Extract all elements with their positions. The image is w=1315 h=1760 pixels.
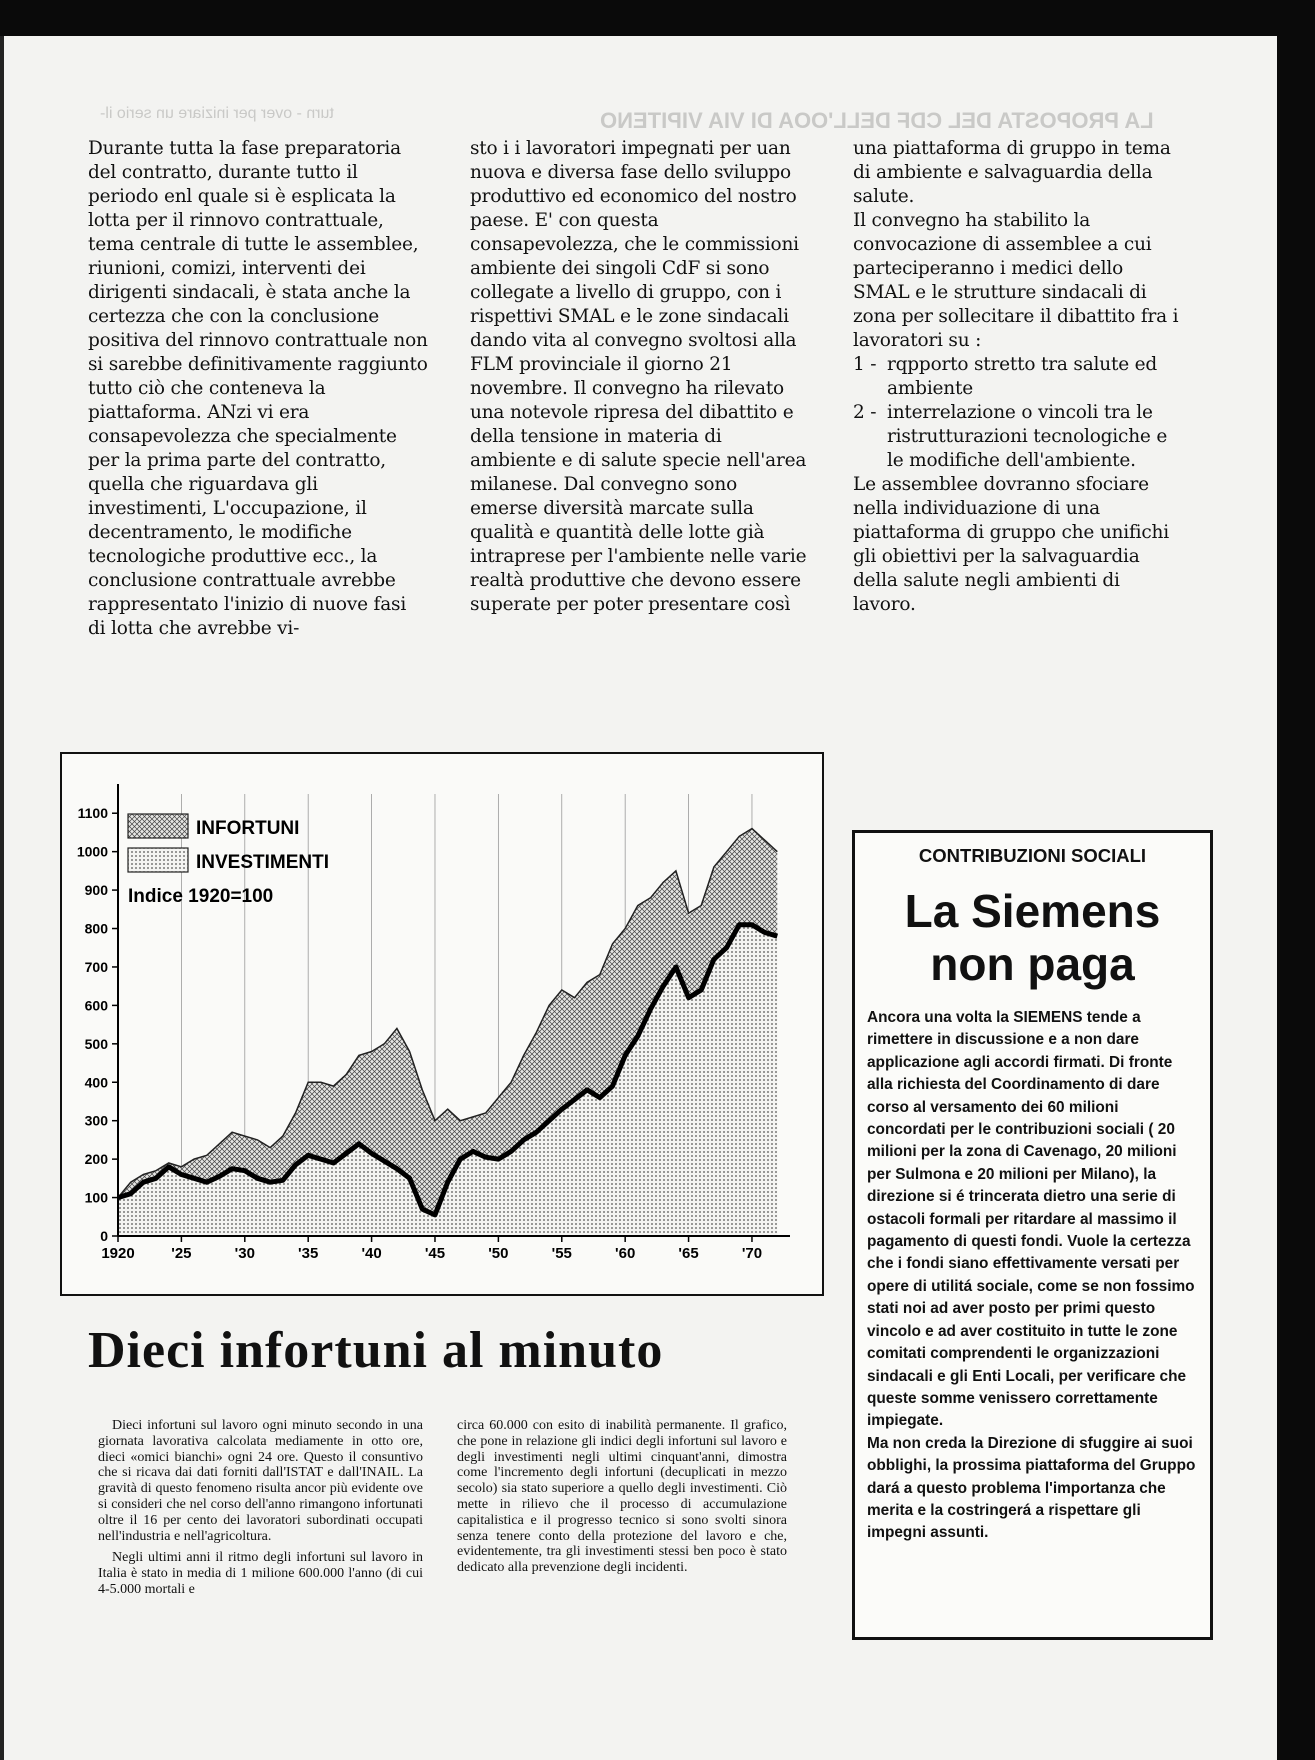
y-tick-label: 1000 — [76, 843, 108, 860]
chart-title: Indice 1920=100 — [128, 886, 274, 907]
y-tick-label: 500 — [84, 1035, 108, 1052]
box-para-1: Ancora una volta la SIEMENS tende a rimettere in discussione e a non dare applicazione agli accordi firmati. Di fronte alla richiesta del Coordinamento di dare corso al versamento dei 60 milioni concordati per le contribuzioni sociali ( 20 milioni per la zona di Cavenago, 20 milioni per Sulmona e 20 milioni per Milano), la direzione si é trincerata dietro una serie di ostacoli formali per ritardare al massimo il pagamento di questi fondi. Vuole la certezza che i fondi siano effettivamente versati per opere di utilitá sociale, come se non fossimo stati noi ad aver posto per primi questo vincolo e ad aver costituito in tutte le zone comitati comprendenti le organizzazioni sindacali e gli Enti Locali, per verificare che queste somme venissero correttamente impiegate. — [867, 1009, 1195, 1430]
x-tick-label: '35 — [298, 1245, 319, 1262]
box-kicker: CONTRIBUZIONI SOCIALI — [918, 845, 1147, 866]
bleed-through-header: LA PROPOSTA DEL CDF DELL'OOA DI VIA VIPITENO — [600, 108, 1154, 133]
sidebar-box — [852, 830, 1213, 1640]
x-tick-label: 1920 — [101, 1245, 135, 1262]
y-tick-label: 200 — [84, 1151, 108, 1168]
list-item — [853, 353, 1185, 401]
article-column-1 — [98, 1418, 423, 1604]
scan-right-border — [1277, 0, 1315, 1760]
legend-swatch-investimenti — [128, 848, 188, 872]
list-text: interrelazione o vincoli tra le ristrutturazioni tecnologiche e le modifiche dell'ambiente. — [887, 402, 1168, 471]
chart-svg — [62, 754, 822, 1294]
accidents-investments-chart — [60, 752, 824, 1296]
y-tick-label: 1100 — [77, 805, 108, 822]
column-2 — [470, 137, 808, 617]
list-number: 1 - — [853, 354, 877, 375]
y-tick-label: 700 — [84, 958, 108, 975]
box-title-line-1: La Siemens — [904, 885, 1161, 937]
y-tick-label: 0 — [100, 1228, 108, 1244]
box-title-line-2: non paga — [930, 938, 1135, 990]
article-para-2: Negli ultimi anni il ritmo degli infortuni sul lavoro in Italia è stato in media di 1 milione 600.000 l'anno (di cui 4-5.000 mortali e — [98, 1550, 423, 1597]
legend-label-investimenti: INVESTIMENTI — [196, 852, 330, 873]
x-tick-label: '50 — [488, 1245, 509, 1262]
y-tick-label: 900 — [84, 882, 108, 899]
x-tick-label: '55 — [551, 1245, 572, 1262]
column-3-para-1: una piattaforma di gruppo in tema di ambiente e salvaguardia della salute. — [853, 138, 1171, 207]
x-tick-label: '65 — [678, 1245, 699, 1262]
x-tick-label: '60 — [615, 1245, 636, 1262]
article-para-1: Dieci infortuni sul lavoro ogni minuto secondo in una giornata lavorativa calcolata mediamente in otto ore, dieci «omici bianchi» ogni 24 ore. Questo il consuntivo che si ricava dai dati forniti dall'ISTAT e dall'INAIL. La gravità di questo fenomeno risulta ancor più evidente ove si consideri che nel corso dell'anno rimangono infortunati oltre il 16 per cento dei lavoratori subordinati occupati nell'industria e nell'agricoltura. — [98, 1418, 423, 1544]
list-number: 2 - — [853, 402, 877, 423]
y-tick-label: 300 — [84, 1112, 108, 1129]
x-tick-label: '40 — [361, 1245, 382, 1262]
y-tick-label: 400 — [84, 1074, 108, 1091]
bleed-through-text: turn - over per iniziare un serio il- — [100, 105, 334, 122]
article-column-2 — [457, 1418, 787, 1582]
list-text: rqpporto stretto tra salute ed ambiente — [887, 354, 1158, 399]
article-headline: Dieci infortuni al minuto — [88, 1322, 664, 1379]
column-2-text: sto i i lavoratori impegnati per uan nuova e diversa fase dello sviluppo produttivo ed economico del nostro paese. E' con questa consapevolezza, che le commissioni ambiente dei singoli CdF si sono collegate a livello di gruppo, con i rispettivi SMAL e le zone sindacali dando vita al convegno svoltosi alla FLM provinciale il giorno 21 novembre. Il convegno ha rilevato una notevole ripresa del dibattito e della tensione in materia di ambiente e di salute specie nell'area milanese. Dal convegno sono emerse diversità marcate sulla qualità e quantità delle lotte già intraprese per l'ambiente nelle varie realtà produttive che devono essere superate per poter presentare così — [470, 138, 807, 615]
scan-left-edge — [0, 36, 4, 1760]
y-tick-label: 100 — [84, 1189, 108, 1206]
list-item — [853, 401, 1185, 473]
x-tick-label: '45 — [424, 1245, 446, 1262]
y-tick-label: 800 — [84, 920, 108, 937]
column-1-text: Durante tutta la fase preparatoria del contratto, durante tutto il periodo enl quale si è esplicata la lotta per il rinnovo contrattuale, tema centrale di tutte le assemblee, riunioni, comizi, interventi dei dirigenti sindacali, è stata anche la certezza che con la conclusione positiva del rinnovo contrattuale non si sarebbe definitivamente raggiunto tutto ciò che conteneva la piattaforma. ANzi vi era consapevolezza che specialmente per la prima parte del contratto, quella che riguardava gli investimenti, L'occupazione, il decentramento, le modifiche tecnologiche produttive ecc., la conclusione contrattuale avrebbe rappresentato l'inizio di nuove fasi di lotta che avrebbe vi- — [88, 138, 428, 639]
article-para-3: circa 60.000 con esito di inabilità permanente. Il grafico, che pone in relazione gli indici degli infortuni sul lavoro e degli investimenti negli ultimi cinquant'anni, dimostra come l'incremento degli infortuni (decuplicati in mezzo secolo) sia stato superiore a quello degli investimenti. Ciò mette in rilievo che il processo di accumulazione capitalistica e il progresso tecnico si sono svolti sinora senza tenere conto della protezione del lavoro e che, evidentemente, tra gli investimenti stessi ben poco è stato dedicato alla prevenzione degli incidenti. — [457, 1418, 787, 1576]
box-title — [855, 885, 1210, 991]
column-1 — [88, 137, 428, 641]
box-body — [867, 1007, 1199, 1545]
legend-swatch-infortuni — [128, 814, 188, 838]
legend-label-infortuni: INFORTUNI — [196, 818, 300, 839]
column-3 — [853, 137, 1185, 617]
column-3-para-3: Le assemblee dovranno sfociare nella individuazione di una piattaforma di gruppo che unifichi gli obiettivi per la salvaguardia della salute negli ambienti di lavoro. — [853, 474, 1169, 615]
y-tick-label: 600 — [84, 997, 108, 1014]
x-tick-label: '30 — [234, 1245, 255, 1262]
scan-top-border — [0, 0, 1315, 36]
column-3-para-2: Il convegno ha stabilito la convocazione di assemblee a cui parteciperanno i medici dello SMAL e le strutture sindacali di zona per sollecitare il dibattito fra i lavoratori su : — [853, 210, 1179, 351]
x-tick-label: '25 — [171, 1245, 192, 1262]
box-para-2: Ma non creda la Direzione di sfuggire ai suoi obblighi, la prossima piattaforma del Gruppo dará a questo problema l'importanza che merita e la costringerá a rispettare gli impegni assunti. — [867, 1434, 1196, 1542]
x-tick-label: '70 — [741, 1245, 763, 1262]
